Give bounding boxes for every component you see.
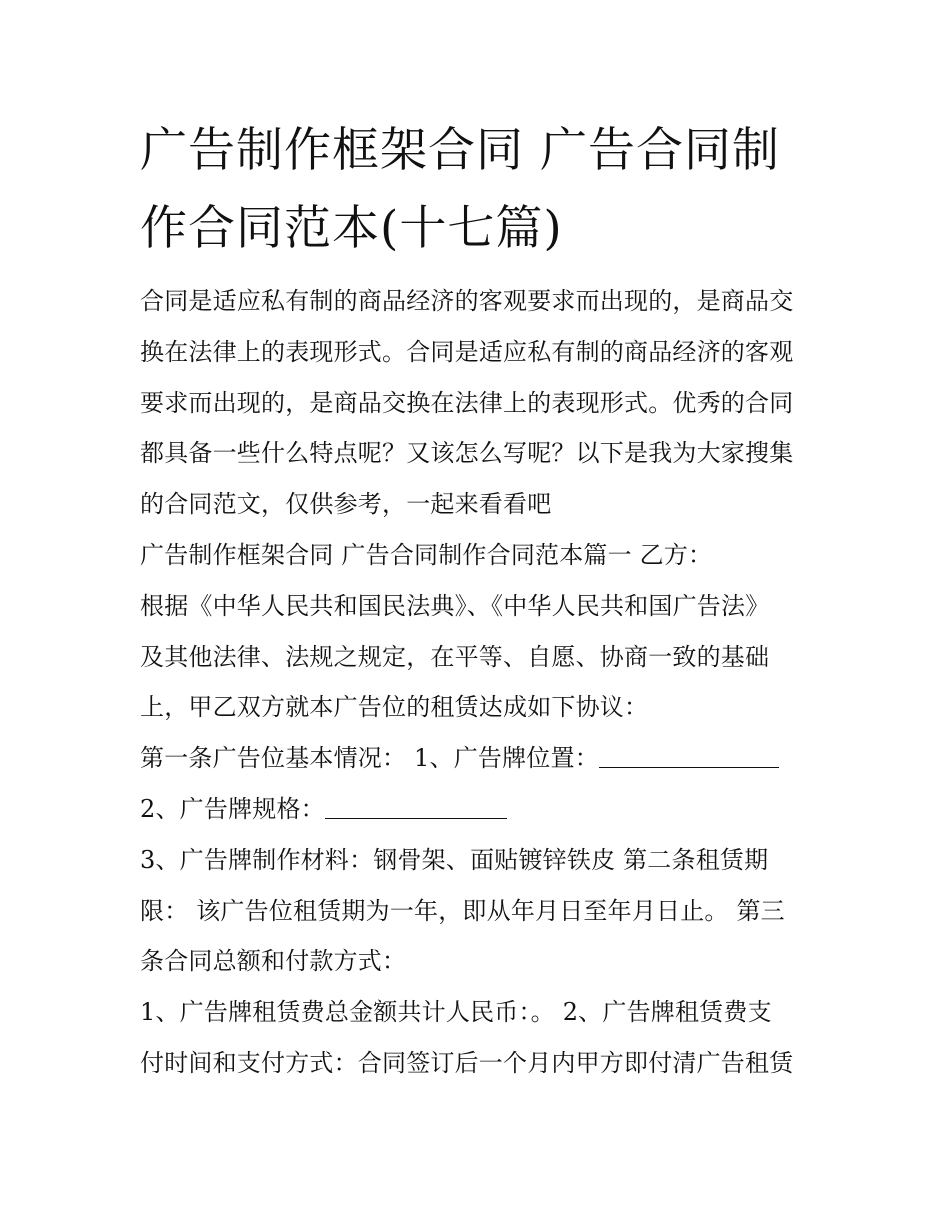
body-line-text: 要求而出现的，是商品交换在法律上的表现形式。优秀的合同 [140, 388, 794, 417]
body-line-10 [140, 733, 830, 784]
body-line-text: 换在法律上的表现形式。合同是适应私有制的商品经济的客观 [140, 337, 794, 366]
body-line-text: 都具备一些什么特点呢？又该怎么写呢？以下是我为大家搜集 [140, 439, 794, 468]
body-line-11 [140, 784, 830, 835]
body-line-3 [140, 378, 830, 429]
body-line-text: 上，甲乙双方就本广告位的租赁达成如下协议： [140, 693, 649, 722]
body-line-1 [140, 276, 830, 327]
body-line-12 [140, 835, 830, 886]
body-line-text: 根据《中华人民共和国民法典》、《中华人民共和国广告法》 [140, 591, 770, 620]
fill-in-blank-location [599, 745, 779, 768]
body-line-9 [140, 682, 830, 733]
title-line-1: 广告制作框架合同 广告合同制 [140, 123, 780, 178]
body-line-text: 3、广告牌制作材料：钢骨架、面贴镀锌铁皮 第二条租赁期 [140, 845, 769, 874]
body-line-6 [140, 530, 830, 581]
body-line-text: 合同是适应私有制的商品经济的客观要求而出现的，是商品交 [140, 287, 794, 315]
body-line-text: 第一条广告位基本情况： 1、广告牌位置： [140, 744, 599, 773]
body-line-text: 2、广告牌规格： [140, 794, 325, 823]
body-line-text: 的合同范文，仅供参考，一起来看看吧 [140, 490, 552, 519]
body-line-8 [140, 632, 830, 683]
fill-in-blank-size [325, 796, 507, 819]
title-line-2: 作合同范本(十七篇) [140, 201, 563, 256]
body-line-7 [140, 581, 830, 632]
body-line-text: 限： 该广告位租赁期为一年，即从年月日至年月日止。 第三 [140, 896, 785, 925]
document-body [140, 276, 830, 1089]
body-line-4 [140, 428, 830, 479]
document-title [140, 112, 840, 268]
body-line-text: 付时间和支付方式：合同签订后一个月内甲方即付清广告租赁 [140, 1048, 794, 1077]
body-line-14 [140, 936, 830, 987]
body-line-text: 广告制作框架合同 广告合同制作合同范本篇一 乙方： [140, 540, 713, 569]
body-line-5 [140, 479, 830, 530]
body-line-15 [140, 987, 830, 1038]
body-line-text: 1、广告牌租赁费总金额共计人民币：。 2、广告牌租赁费支 [140, 998, 772, 1027]
body-line-2 [140, 327, 830, 378]
body-line-16 [140, 1038, 830, 1089]
body-line-text: 条合同总额和付款方式： [140, 947, 407, 976]
body-line-text: 及其他法律、法规之规定，在平等、自愿、协商一致的基础 [140, 642, 770, 671]
body-line-13 [140, 886, 830, 937]
